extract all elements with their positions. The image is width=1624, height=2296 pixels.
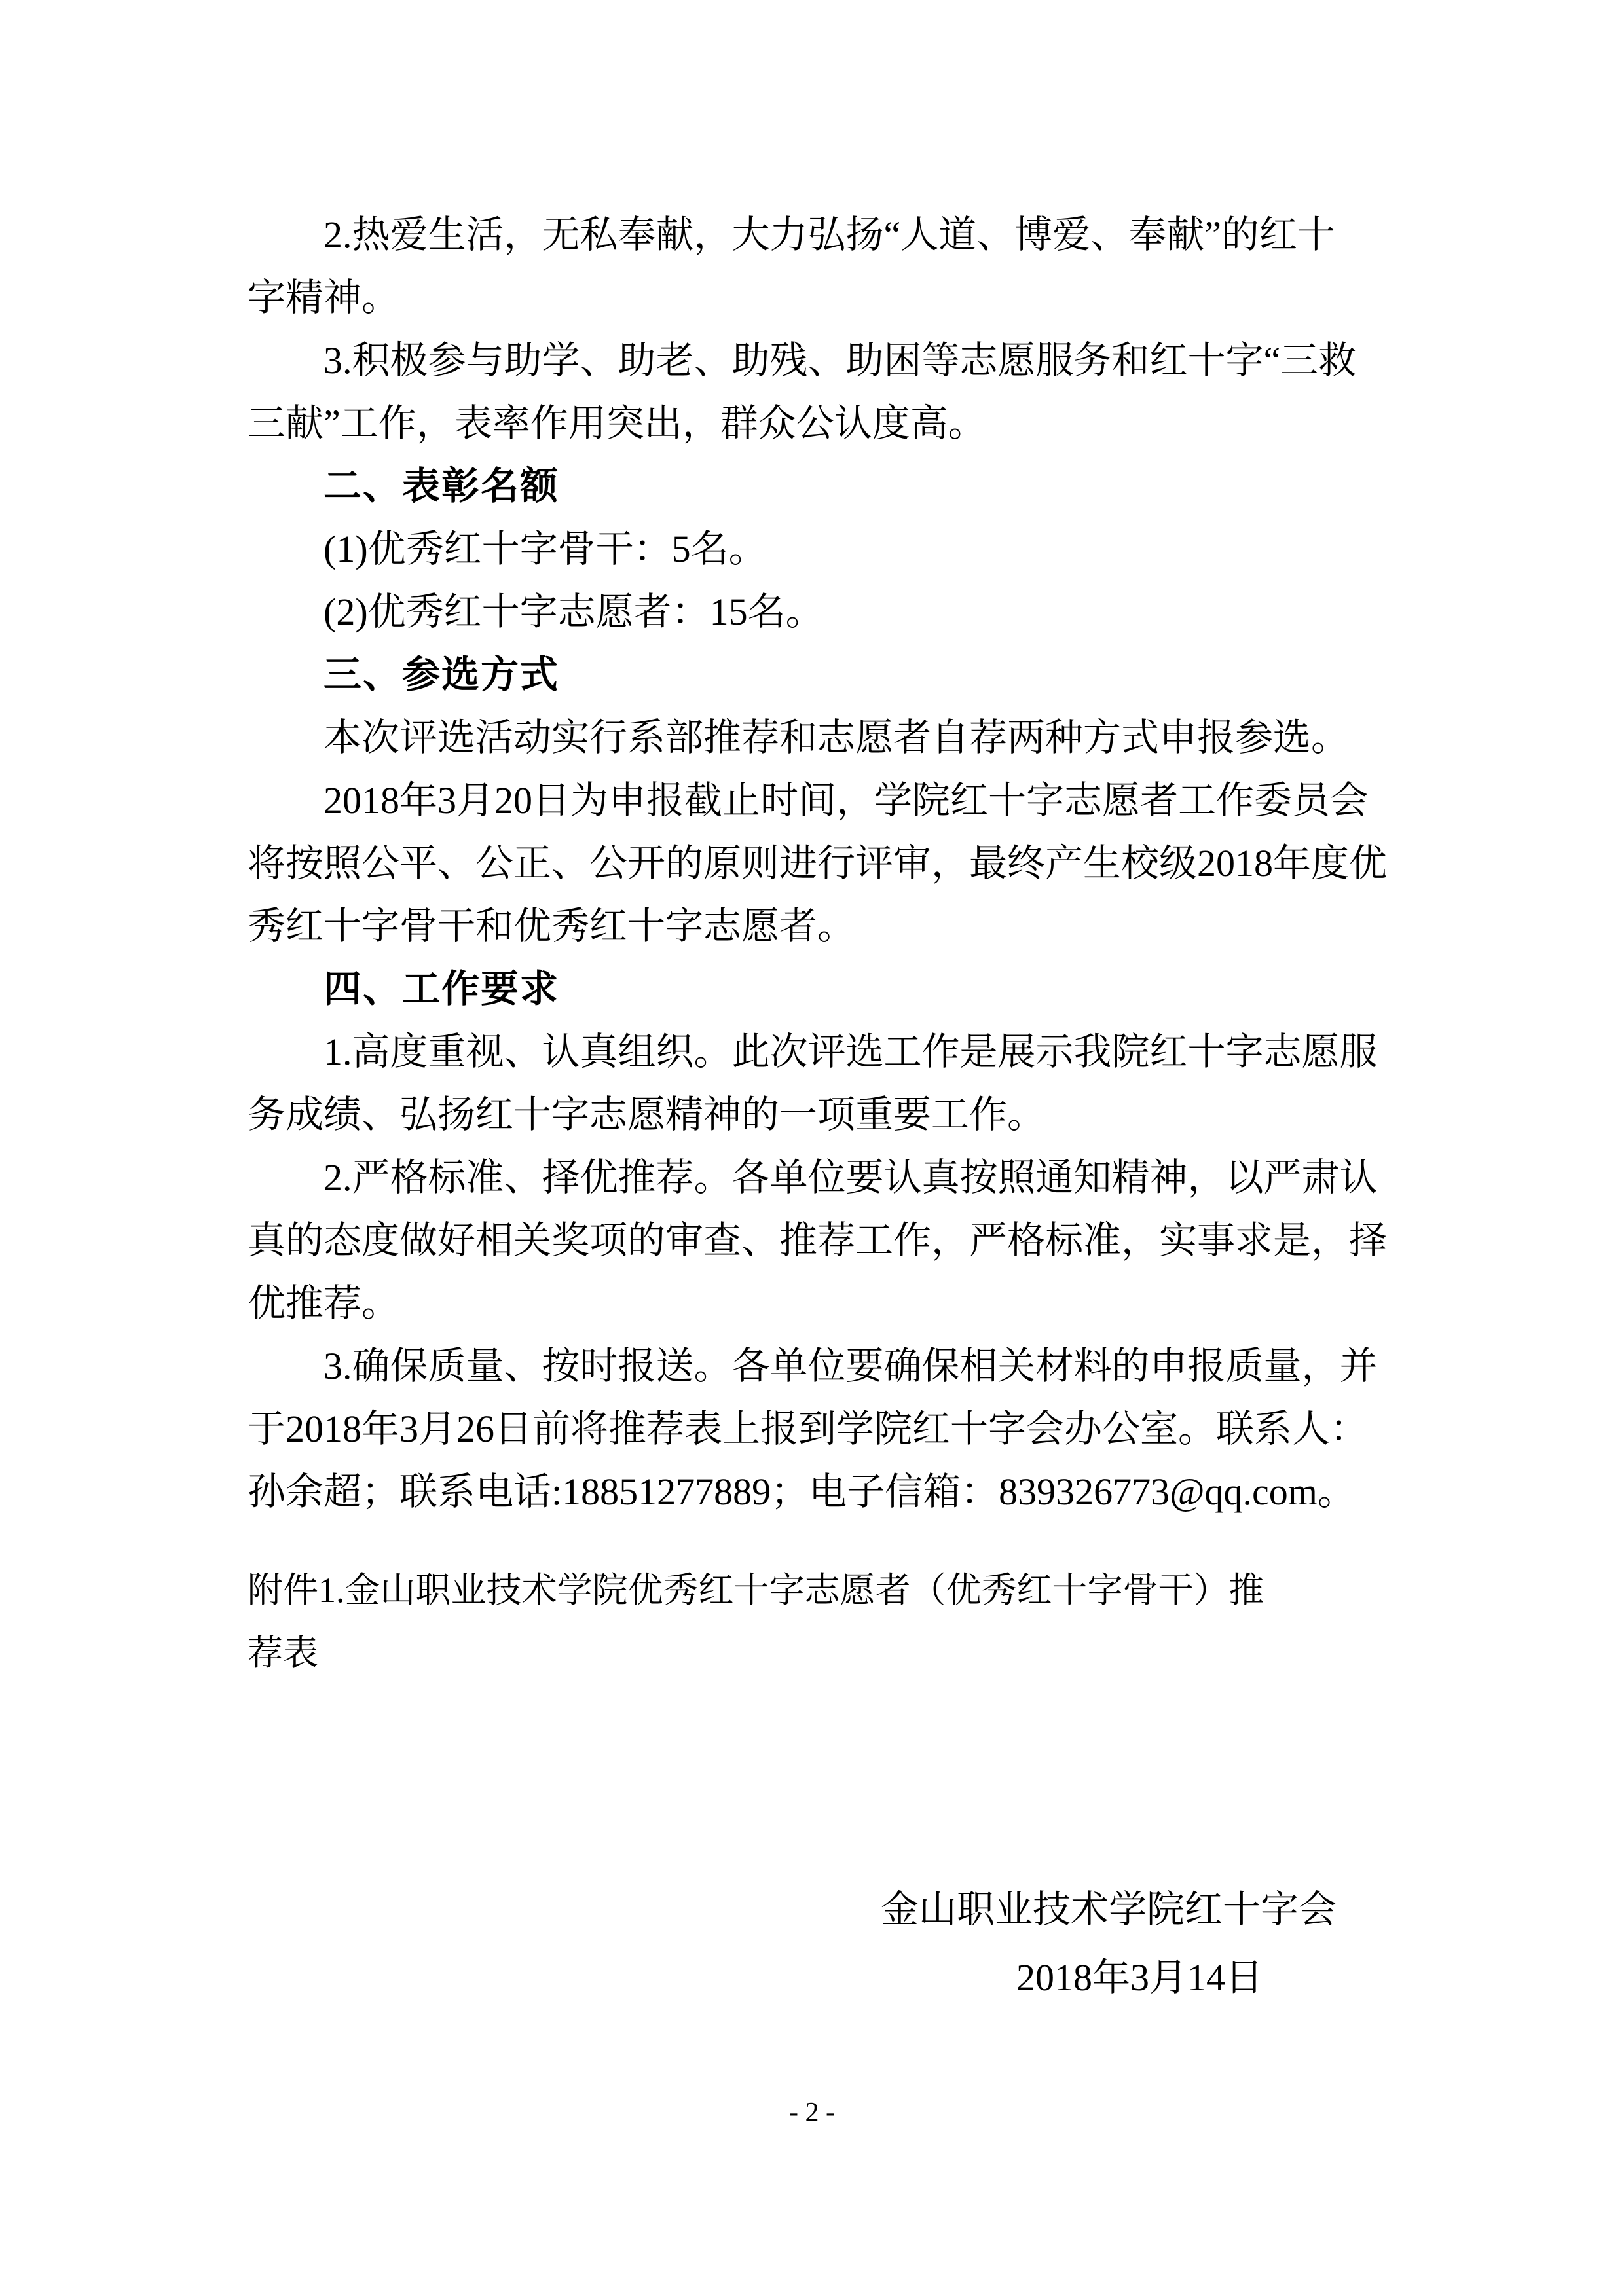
attachment-line: 附件1.金山职业技术学院优秀红十字志愿者（优秀红十字骨干）推 [248,1571,1264,1610]
body-line: 2.严格标准、择优推荐。各单位要认真按照通知精神，以严肃认 [323,1156,1378,1199]
body-line-contact: 孙余超；联系电话:18851277889；电子信箱：839326773@qq.com。 [248,1470,1356,1513]
body-line: (1)优秀红十字骨干：5名。 [323,528,767,570]
section-heading-selection-method: 三、参选方式 [323,653,560,696]
body-line: 3.积极参与助学、助老、助残、助困等志愿服务和红十字“三救 [323,339,1357,382]
issue-date: 2018年3月14日 [1016,1956,1264,1999]
body-line: 秀红十字骨干和优秀红十字志愿者。 [248,905,856,947]
body-line: 优推荐。 [248,1282,400,1324]
section-heading-work-requirements: 四、工作要求 [323,968,560,1010]
body-line: 2018年3月20日为申报截止时间，学院红十字志愿者工作委员会 [323,779,1369,822]
issuer-signature: 金山职业技术学院红十字会 [881,1888,1337,1931]
attachment-line: 荐表 [248,1633,318,1673]
body-line: 2.热爱生活，无私奉献，大力弘扬“人道、博爱、奉献”的红十 [323,213,1335,256]
body-line: 将按照公平、公正、公开的原则进行评审，最终产生校级2018年度优 [248,842,1388,884]
page-number: - 2 - [789,2098,835,2128]
section-heading-commendation-quota: 二、表彰名额 [323,465,560,507]
body-line: 3.确保质量、按时报送。各单位要确保相关材料的申报质量，并 [323,1345,1378,1387]
body-line: 真的态度做好相关奖项的审查、推荐工作，严格标准，实事求是，择 [248,1219,1388,1262]
body-line: 三献”工作，表率作用突出，群众公认度高。 [248,402,986,445]
body-line: 于2018年3月26日前将推荐表上报到学院红十字会办公室。联系人： [248,1408,1369,1450]
body-line: 务成绩、弘扬红十字志愿精神的一项重要工作。 [248,1093,1046,1136]
document-body [248,204,1420,1523]
body-line: 1.高度重视、认真组织。此次评选工作是展示我院红十字志愿服 [323,1030,1378,1073]
body-line: 字精神。 [248,276,400,319]
body-line: (2)优秀红十字志愿者：15名。 [323,591,824,633]
body-line: 本次评选活动实行系部推荐和志愿者自荐两种方式申报参选。 [323,716,1350,759]
attachment-note [248,1565,1420,1691]
